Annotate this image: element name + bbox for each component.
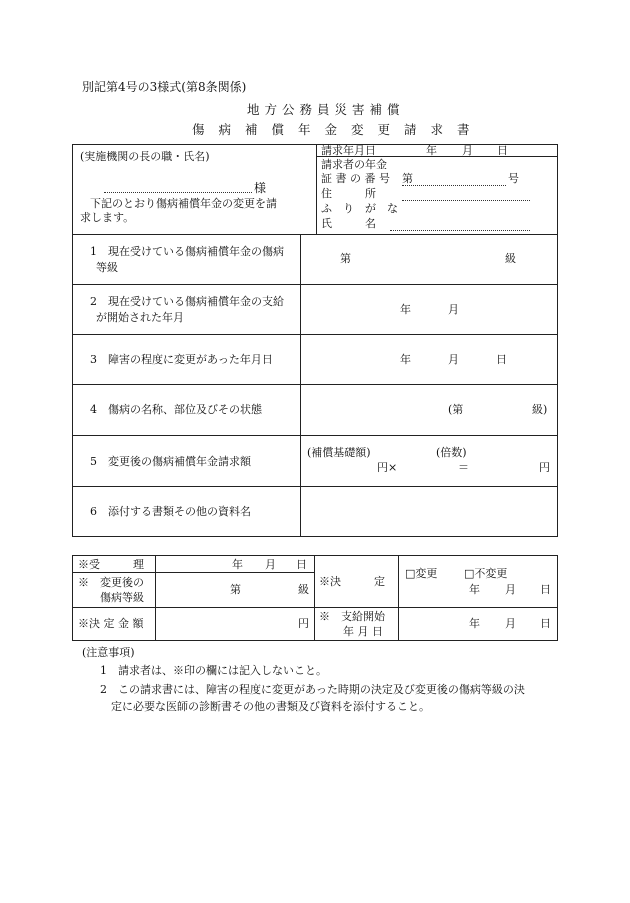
pension-number-suffix: 号 bbox=[508, 172, 519, 185]
payment-start-month: 月 bbox=[505, 617, 516, 630]
item3-month[interactable]: 月 bbox=[448, 353, 459, 366]
multiplier-label: (倍数) bbox=[436, 446, 467, 459]
payment-start-year: 年 bbox=[469, 617, 480, 630]
request-statement-line1: 下記のとおり傷病補償年金の変更を請 bbox=[90, 197, 277, 210]
request-date-year[interactable]: 年 bbox=[426, 144, 437, 157]
pension-number-label-1: 請求者の年金 bbox=[321, 158, 387, 171]
decision-label: ※決 定 bbox=[319, 575, 385, 588]
request-statement-line2: 求します。 bbox=[80, 211, 135, 224]
decided-amount-label: ※決 定 金 額 bbox=[78, 617, 144, 630]
received-label: ※受 理 bbox=[78, 558, 144, 571]
new-grade-label-2: 傷病等級 bbox=[100, 591, 144, 604]
payment-start-label-2: 年 月 日 bbox=[343, 625, 383, 638]
form-number: 別記第4号の3様式(第8条関係) bbox=[82, 80, 247, 94]
item1-grade-prefix[interactable]: 第 bbox=[340, 252, 351, 265]
furigana-label: ふ り が な bbox=[321, 202, 398, 215]
received-month: 月 bbox=[265, 558, 276, 571]
decision-day: 日 bbox=[540, 583, 551, 596]
received-day: 日 bbox=[296, 558, 307, 571]
payment-start-day: 日 bbox=[540, 617, 551, 630]
unchanged-checkbox: □不変更 bbox=[464, 567, 508, 580]
request-date-day[interactable]: 日 bbox=[497, 144, 508, 157]
sama-label: 様 bbox=[254, 181, 267, 195]
request-date-label: 請求年月日 bbox=[321, 144, 376, 157]
pension-number-label-2: 証 書 の 番 号 bbox=[321, 172, 390, 185]
item1-label-line2: 等級 bbox=[96, 261, 118, 274]
equals-sign: ＝ bbox=[458, 461, 469, 474]
request-date-month[interactable]: 月 bbox=[462, 144, 473, 157]
yen-times[interactable]: 円× bbox=[377, 461, 398, 474]
item6-label: 6 添付する書類その他の資料名 bbox=[90, 505, 251, 518]
name-label: 氏 名 bbox=[321, 217, 376, 230]
payment-start-label-1: ※ 支給開始 bbox=[319, 610, 385, 623]
title-line1: 地方公務員災害補償 bbox=[247, 102, 405, 117]
addressee-field[interactable] bbox=[104, 192, 252, 193]
changed-checkbox: □変更 bbox=[405, 567, 438, 580]
item3-day[interactable]: 日 bbox=[496, 353, 507, 366]
total-yen[interactable]: 円 bbox=[539, 461, 550, 474]
address-label: 住 所 bbox=[321, 187, 376, 200]
form-title: 傷病補償年金変更請求書 bbox=[192, 122, 484, 137]
note-2-line2: 定に必要な医師の診断書その他の書類及び資料を添付すること。 bbox=[111, 700, 430, 713]
new-grade-suffix: 級 bbox=[298, 583, 309, 596]
attachments-field[interactable] bbox=[302, 488, 556, 534]
addressee-label: (実施機関の長の職・氏名) bbox=[80, 150, 210, 163]
item2-label-line1: 2 現在受けている傷病補償年金の支給 bbox=[90, 295, 284, 308]
item4-label: 4 傷病の名称、部位及びその状態 bbox=[90, 403, 262, 416]
item2-label-line2: が開始された年月 bbox=[96, 311, 184, 324]
note-2-line1: 2 この請求書には、障害の程度に変更があった時期の決定及び変更後の傷病等級の決 bbox=[100, 683, 525, 696]
note-1: 1 請求者は、※印の欄には記入しないこと。 bbox=[100, 664, 327, 677]
item1-grade-suffix[interactable]: 級 bbox=[505, 252, 516, 265]
new-grade-prefix: 第 bbox=[230, 583, 241, 596]
item3-year[interactable]: 年 bbox=[400, 353, 411, 366]
base-amount-label: (補償基礎額) bbox=[307, 446, 371, 459]
item2-month[interactable]: 月 bbox=[448, 303, 459, 316]
item3-label: 3 障害の程度に変更があった年月日 bbox=[90, 353, 273, 366]
item5-label: 5 変更後の傷病補償年金請求額 bbox=[90, 455, 251, 468]
address-field[interactable] bbox=[402, 200, 530, 201]
decided-amount-yen: 円 bbox=[298, 617, 309, 630]
notes-heading: (注意事項) bbox=[82, 646, 135, 659]
new-grade-label-1: ※ 変更後の bbox=[78, 576, 144, 589]
decision-year: 年 bbox=[469, 583, 480, 596]
pension-number-prefix: 第 bbox=[402, 172, 413, 185]
item1-label-line1: 1 現在受けている傷病補償年金の傷病 bbox=[90, 245, 284, 258]
received-year: 年 bbox=[232, 558, 243, 571]
decision-month: 月 bbox=[505, 583, 516, 596]
name-field[interactable] bbox=[390, 230, 530, 231]
item2-year[interactable]: 年 bbox=[400, 303, 411, 316]
item4-grade-open[interactable]: (第 bbox=[448, 403, 464, 416]
pension-number-field[interactable] bbox=[402, 185, 506, 186]
item4-grade-close[interactable]: 級) bbox=[532, 403, 548, 416]
